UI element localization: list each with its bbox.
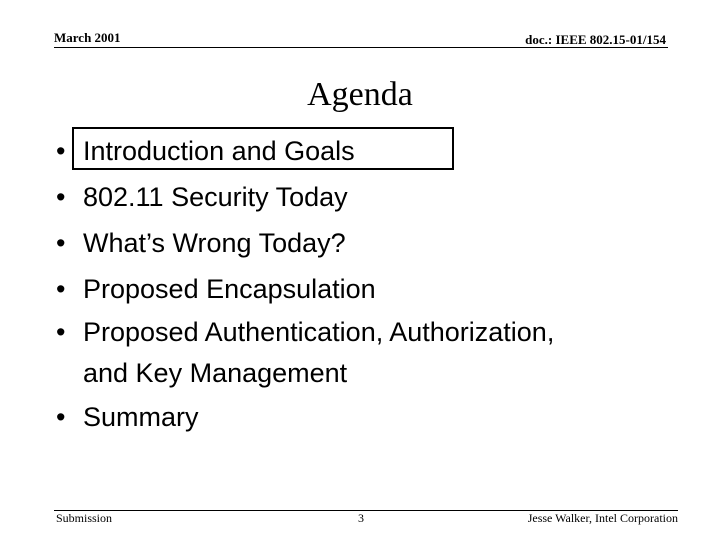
header-divider <box>54 47 668 48</box>
agenda-item-encapsulation <box>0 266 720 312</box>
agenda-item-authentication <box>0 312 720 394</box>
agenda-item-security-today <box>0 174 720 220</box>
agenda-item-introduction <box>0 128 720 174</box>
bullet-icon: • <box>56 317 66 347</box>
header-doc-id: doc.: IEEE 802.15-01/154 <box>525 32 666 47</box>
agenda-item-label-line1: Proposed Authentication, Authorization, <box>83 317 555 347</box>
slide-title: Agenda <box>307 76 413 113</box>
bullet-icon: • <box>56 182 66 212</box>
bullet-icon: • <box>56 402 66 432</box>
agenda-item-label: 802.11 Security Today <box>83 182 348 212</box>
agenda-item-label-line2: and Key Management <box>83 358 348 388</box>
agenda-item-label: Proposed Encapsulation <box>83 274 376 304</box>
agenda-item-label: Introduction and Goals <box>83 136 355 166</box>
agenda-item-label: What’s Wrong Today? <box>83 228 346 258</box>
bullet-icon: • <box>56 136 66 166</box>
page-number: 3 <box>358 511 364 525</box>
bullet-icon: • <box>56 228 66 258</box>
header-date: March 2001 <box>54 30 121 45</box>
footer-submission: Submission <box>56 511 113 525</box>
agenda-item-label: Summary <box>83 402 199 432</box>
bullet-icon: • <box>56 274 66 304</box>
agenda-item-summary <box>0 394 720 440</box>
footer-author: Jesse Walker, Intel Corporation <box>527 511 678 525</box>
agenda-list <box>0 128 720 440</box>
agenda-item-whats-wrong <box>0 220 720 266</box>
